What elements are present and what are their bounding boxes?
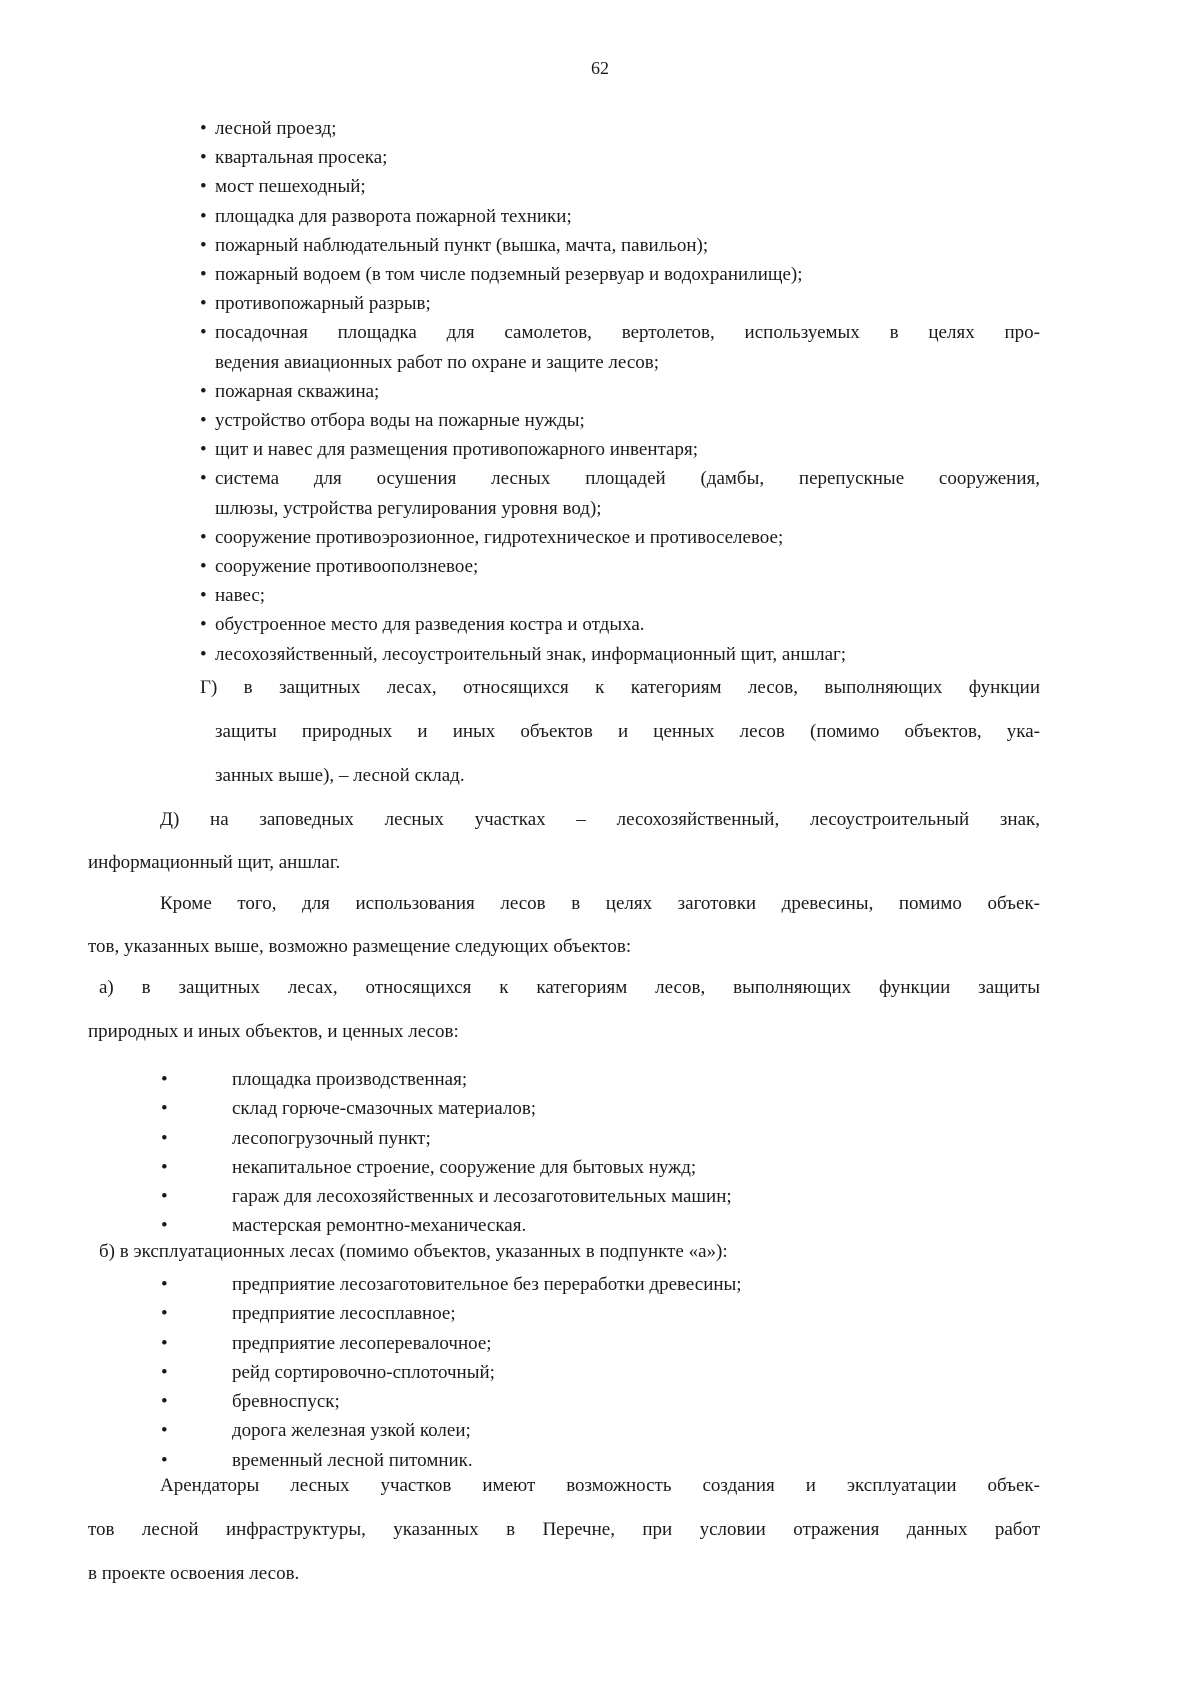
- paragraph-final-line: в проекте освоения лесов.: [88, 1563, 300, 1584]
- list-item: • площадка для разворота пожарной техники;: [200, 202, 1040, 231]
- list-item-text: площадка производственная;: [232, 1069, 468, 1090]
- list-item: [0, 1387, 1200, 1416]
- list-item-text: гараж для лесохозяйственных и лесозаготовительных машин;: [232, 1186, 732, 1208]
- paragraph-a-line: а) в защитных лесах, относящихся к категориям лесов, выполняющих функции защиты: [99, 977, 1040, 998]
- list-item: • лесной проезд;: [200, 114, 1040, 143]
- list-item-text: некапитальное строение, сооружение для бытовых нужд;: [232, 1156, 697, 1178]
- list-item-text: бревноспуск;: [232, 1391, 340, 1413]
- list-item-text: лесопогрузочный пункт;: [232, 1127, 431, 1149]
- paragraph-g-line: защиты природных и иных объектов и ценных лесов (помимо объектов, ука-: [215, 721, 1040, 742]
- list-item: [0, 1299, 1200, 1328]
- paragraph-d-line: информационный щит, аншлаг.: [88, 852, 341, 873]
- list-item-line: • система для осушения лесных площадей (дамбы, перепускные сооружения,: [215, 468, 1040, 490]
- list-item-line: шлюзы, устройства регулирования уровня вод);: [215, 497, 602, 519]
- bullet: •: [161, 1303, 168, 1325]
- paragraph-g-line: Г) в защитных лесах, относящихся к категориям лесов, выполняющих функции: [200, 677, 1040, 698]
- bullet: •: [161, 1069, 168, 1090]
- list-item-text: предприятие лесозаготовительное без переработки древесины;: [232, 1274, 742, 1295]
- page-number: 62: [591, 58, 609, 78]
- list-item: [200, 318, 1040, 376]
- list-item-line: • посадочная площадка для самолетов, вертолетов, используемых в целях про-: [215, 322, 1040, 344]
- list-item-text: предприятие лесоперевалочное;: [232, 1332, 492, 1354]
- paragraph-final-line: тов лесной инфраструктуры, указанных в Перечне, при условии отражения данных работ: [88, 1519, 1040, 1540]
- list-item-text: дорога железная узкой колеи;: [232, 1420, 471, 1442]
- list-item: [0, 1358, 1200, 1387]
- paragraph-a-line: природных и иных объектов, и ценных лесов:: [88, 1021, 459, 1042]
- list-item: [0, 1270, 1200, 1299]
- list-item-text: мастерская ремонтно-механическая.: [232, 1215, 527, 1237]
- list-item: • лесохозяйственный, лесоустроительный знак, информационный щит, аншлаг;: [200, 640, 1040, 669]
- paragraph-b: б) в эксплуатационных лесах (помимо объектов, указанных в подпункте «а»):: [99, 1241, 728, 1262]
- paragraph-k-line: Кроме того, для использования лесов в целях заготовки древесины, помимо объек-: [160, 893, 1040, 914]
- list-item-text: рейд сортировочно-сплоточный;: [232, 1361, 495, 1383]
- list-item: [0, 1329, 1200, 1358]
- infrastructure-list: [200, 114, 1040, 669]
- bullet: •: [161, 1098, 168, 1120]
- list-item: • мост пешеходный;: [200, 172, 1040, 201]
- list-item-text: предприятие лесосплавное;: [232, 1303, 456, 1325]
- list-item: [0, 1416, 1200, 1445]
- list-item: • квартальная просека;: [200, 143, 1040, 172]
- list-a: [0, 1065, 1200, 1241]
- bullet: •: [161, 1449, 168, 1471]
- list-item: • противопожарный разрыв;: [200, 289, 1040, 318]
- bullet: •: [161, 1420, 168, 1442]
- list-item: [0, 1124, 1200, 1153]
- list-item: [200, 464, 1040, 522]
- list-item: • пожарный водоем (в том числе подземный резервуар и водохранилище);: [200, 260, 1040, 289]
- paragraph-d-line: Д) на заповедных лесных участках – лесохозяйственный, лесоустроительный знак,: [160, 809, 1040, 830]
- bullet: •: [161, 1156, 168, 1178]
- paragraph-final-line: Арендаторы лесных участков имеют возможность создания и эксплуатации объек-: [160, 1475, 1040, 1496]
- bullet: •: [161, 1361, 168, 1383]
- list-item: • обустроенное место для разведения костра и отдыха.: [200, 610, 1040, 639]
- list-item-line: ведения авиационных работ по охране и защите лесов;: [215, 351, 660, 373]
- list-item: • пожарный наблюдательный пункт (вышка, мачта, павильон);: [200, 231, 1040, 260]
- list-item: [0, 1446, 1200, 1475]
- list-item: [0, 1094, 1200, 1123]
- list-b: [0, 1270, 1200, 1475]
- list-item: • щит и навес для размещения противопожарного инвентаря;: [200, 435, 1040, 464]
- list-item: • навес;: [200, 581, 1040, 610]
- bullet: •: [161, 1332, 168, 1354]
- list-item: [0, 1153, 1200, 1182]
- bullet: •: [161, 1186, 168, 1208]
- list-item-text: склад горюче-смазочных материалов;: [232, 1098, 537, 1120]
- bullet: •: [161, 1274, 168, 1295]
- list-item: • сооружение противооползневое;: [200, 552, 1040, 581]
- list-item: [0, 1211, 1200, 1240]
- paragraph-g-line: занных выше), – лесной склад.: [215, 765, 465, 786]
- list-item: • устройство отбора воды на пожарные нужды;: [200, 406, 1040, 435]
- bullet: •: [161, 1215, 168, 1237]
- list-item: [0, 1182, 1200, 1211]
- list-item: • сооружение противоэрозионное, гидротехническое и противоселевое;: [200, 523, 1040, 552]
- list-item: [0, 1065, 1200, 1094]
- paragraph-k-line: тов, указанных выше, возможно размещение следующих объектов:: [88, 936, 632, 957]
- bullet: •: [161, 1391, 168, 1413]
- list-item: • пожарная скважина;: [200, 377, 1040, 406]
- list-item-text: временный лесной питомник.: [232, 1449, 473, 1471]
- bullet: •: [161, 1127, 168, 1149]
